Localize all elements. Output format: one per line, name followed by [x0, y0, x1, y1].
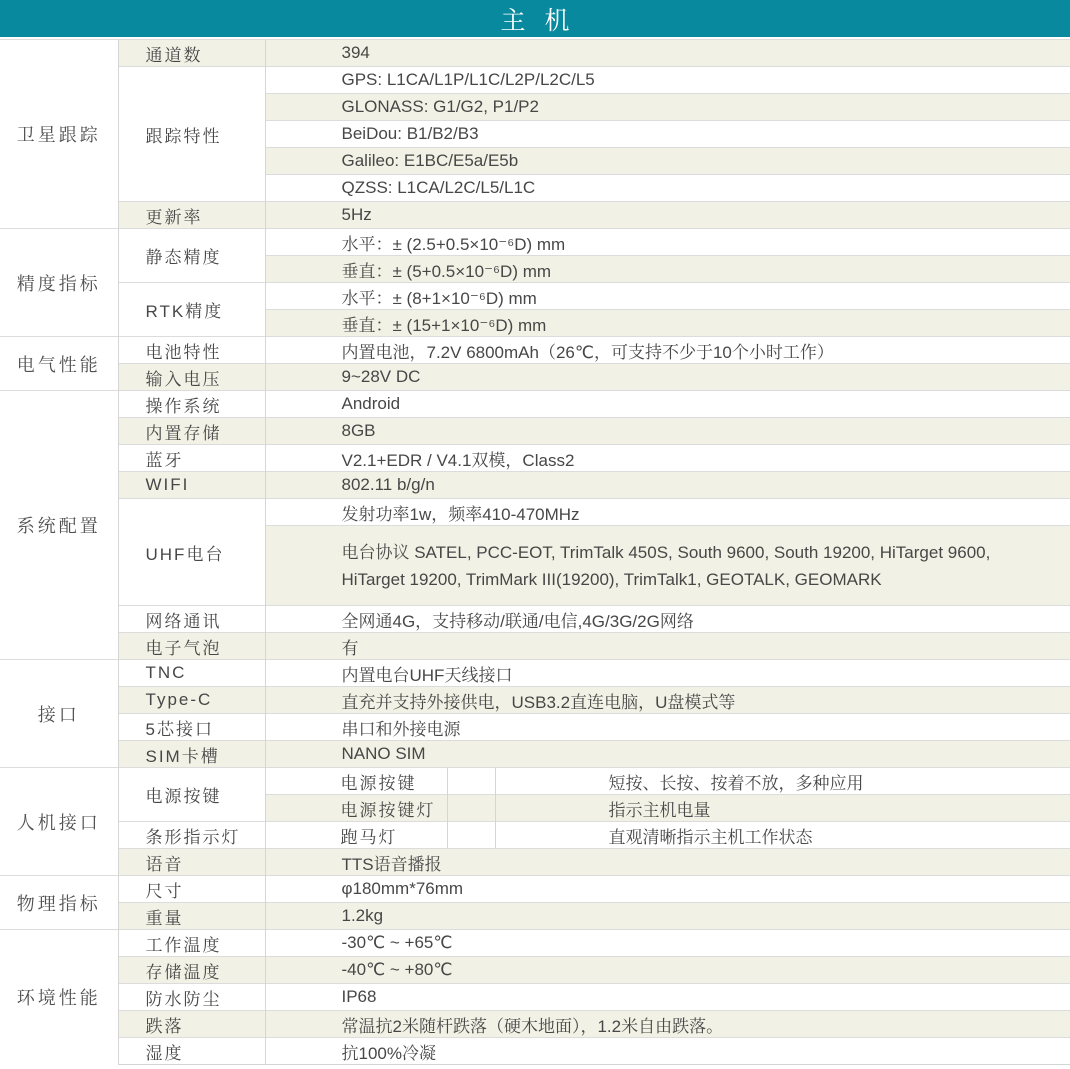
- spec-value: GLONASS: G1/G2, P1/P2: [265, 94, 1070, 121]
- spec-label: 5芯接口: [118, 714, 265, 741]
- spec-value: 全网通4G，支持移动/联通/电信,4G/3G/2G网络: [265, 606, 1070, 633]
- spacer-cell: [447, 795, 495, 822]
- spec-value: BeiDou: B1/B2/B3: [265, 121, 1070, 148]
- spec-group-label: 静态精度: [118, 229, 265, 283]
- spec-value: -30℃ ~ +65℃: [265, 930, 1070, 957]
- spec-value: 电台协议 SATEL, PCC-EOT, TrimTalk 450S, South 9600, South 19200, HiTarget 9600, HiTarget 19200, TrimMark III(19200), TrimTalk1, GEOTALK, GEOMARK: [265, 526, 1070, 606]
- spec-group-label: 跟踪特性: [118, 67, 265, 202]
- spec-sublabel: 电源按键: [265, 768, 447, 795]
- spec-value: φ180mm*76mm: [265, 876, 1070, 903]
- spec-label: 工作温度: [118, 930, 265, 957]
- spec-value: 串口和外接电源: [265, 714, 1070, 741]
- spec-label: 防水防尘: [118, 984, 265, 1011]
- spec-label: 条形指示灯: [118, 822, 265, 849]
- spec-value: 有: [265, 633, 1070, 660]
- spacer-cell: [447, 822, 495, 849]
- spec-label: 更新率: [118, 202, 265, 229]
- section-satellite-tracking: 卫星跟踪: [0, 40, 118, 229]
- spec-label: 蓝牙: [118, 445, 265, 472]
- section-interfaces: 接口: [0, 660, 118, 768]
- spec-value: 垂直：± (15+1×10⁻⁶D) mm: [265, 310, 1070, 337]
- spec-value: QZSS: L1CA/L2C/L5/L1C: [265, 175, 1070, 202]
- spec-label: WIFI: [118, 472, 265, 499]
- spec-value: 常温抗2米随杆跌落（硬木地面），1.2米自由跌落。: [265, 1011, 1070, 1038]
- spec-value: TTS语音播报: [265, 849, 1070, 876]
- spec-sublabel: 跑马灯: [265, 822, 447, 849]
- spec-value: 垂直：± (5+0.5×10⁻⁶D) mm: [265, 256, 1070, 283]
- spec-desc: 短按、长按、按着不放，多种应用: [495, 768, 1070, 795]
- section-physical: 物理指标: [0, 876, 118, 930]
- spec-value: Android: [265, 391, 1070, 418]
- spec-group-label: UHF电台: [118, 499, 265, 606]
- spec-label: SIM卡槽: [118, 741, 265, 768]
- spec-value: 内置电台UHF天线接口: [265, 660, 1070, 687]
- section-environment: 环境性能: [0, 930, 118, 1065]
- spec-label: 通道数: [118, 40, 265, 67]
- page-header: [0, 0, 1070, 37]
- spec-value: NANO SIM: [265, 741, 1070, 768]
- section-system-config: 系统配置: [0, 391, 118, 660]
- spec-value: Galileo: E1BC/E5a/E5b: [265, 148, 1070, 175]
- spec-label: 操作系统: [118, 391, 265, 418]
- spec-value: 发射功率1w，频率410-470MHz: [265, 499, 1070, 526]
- page-title: 主 机: [500, 6, 576, 35]
- spec-label: 输入电压: [118, 364, 265, 391]
- spec-value: IP68: [265, 984, 1070, 1011]
- spec-group-label: RTK精度: [118, 283, 265, 337]
- spec-value: 抗100%冷凝: [265, 1038, 1070, 1065]
- spec-value: 9~28V DC: [265, 364, 1070, 391]
- spec-value: 8GB: [265, 418, 1070, 445]
- spec-value: 802.11 b/g/n: [265, 472, 1070, 499]
- spec-table: [0, 39, 1070, 1065]
- spec-group-label: 电源按键: [118, 768, 265, 822]
- spec-label: 网络通讯: [118, 606, 265, 633]
- spec-value: 394: [265, 40, 1070, 67]
- spec-value: 水平：± (8+1×10⁻⁶D) mm: [265, 283, 1070, 310]
- spec-value: 内置电池，7.2V 6800mAh（26℃，可支持不少于10个小时工作）: [265, 337, 1070, 364]
- spacer-cell: [447, 768, 495, 795]
- spec-label: 重量: [118, 903, 265, 930]
- spec-label: 内置存储: [118, 418, 265, 445]
- spec-value: 直充并支持外接供电，USB3.2直连电脑，U盘模式等: [265, 687, 1070, 714]
- spec-label: Type-C: [118, 687, 265, 714]
- spec-value: V2.1+EDR / V4.1双模，Class2: [265, 445, 1070, 472]
- spec-value: -40℃ ~ +80℃: [265, 957, 1070, 984]
- spec-label: 尺寸: [118, 876, 265, 903]
- spec-label: TNC: [118, 660, 265, 687]
- spec-label: 电池特性: [118, 337, 265, 364]
- section-electrical: 电气性能: [0, 337, 118, 391]
- section-hmi: 人机接口: [0, 768, 118, 876]
- section-accuracy: 精度指标: [0, 229, 118, 337]
- spec-desc: 直观清晰指示主机工作状态: [495, 822, 1070, 849]
- spec-value: 1.2kg: [265, 903, 1070, 930]
- spec-label: 语音: [118, 849, 265, 876]
- spec-label: 湿度: [118, 1038, 265, 1065]
- spec-value: 水平：± (2.5+0.5×10⁻⁶D) mm: [265, 229, 1070, 256]
- spec-label: 跌落: [118, 1011, 265, 1038]
- spec-label: 电子气泡: [118, 633, 265, 660]
- spec-value: GPS: L1CA/L1P/L1C/L2P/L2C/L5: [265, 67, 1070, 94]
- spec-value: 5Hz: [265, 202, 1070, 229]
- spec-desc: 指示主机电量: [495, 795, 1070, 822]
- spec-label: 存储温度: [118, 957, 265, 984]
- spec-sublabel: 电源按键灯: [265, 795, 447, 822]
